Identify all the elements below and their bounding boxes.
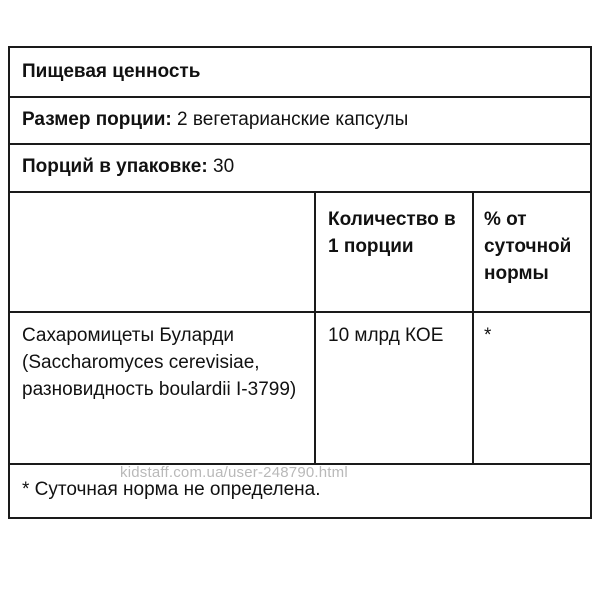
panel-title-row <box>10 48 590 98</box>
footnote-text: * Суточная норма не определена. <box>22 479 321 501</box>
column-header-daily-value: % от суточной нормы <box>484 209 572 285</box>
serving-size-row <box>10 98 590 146</box>
servings-per-container-value: 30 <box>213 156 235 178</box>
servings-per-container-row <box>10 145 590 193</box>
footnote-row <box>10 465 590 517</box>
serving-size-value: 2 вегетарианские капсулы <box>177 108 409 130</box>
ingredient-amount: 10 млрд КОЕ <box>316 313 474 463</box>
nutrition-facts-panel <box>8 46 592 519</box>
table-header-row <box>10 193 590 313</box>
column-header-amount: Количество в 1 порции <box>316 193 474 311</box>
table-row <box>10 313 590 465</box>
serving-size-label: Размер порции: <box>22 108 172 130</box>
ingredient-name: Сахаромицеты Буларди (Saccharomyces cerevisiae, разновидность boulardii I-3799) <box>10 313 316 463</box>
servings-per-container-line <box>10 145 590 191</box>
column-header-name <box>10 193 316 311</box>
servings-per-container-label: Порций в упаковке: <box>22 156 208 178</box>
page-title: Пищевая ценность <box>22 61 201 82</box>
watermark: kidstaff.com.ua/user-248790.html <box>120 464 348 481</box>
serving-size-line <box>10 98 590 144</box>
ingredient-daily-value: * <box>484 325 492 347</box>
